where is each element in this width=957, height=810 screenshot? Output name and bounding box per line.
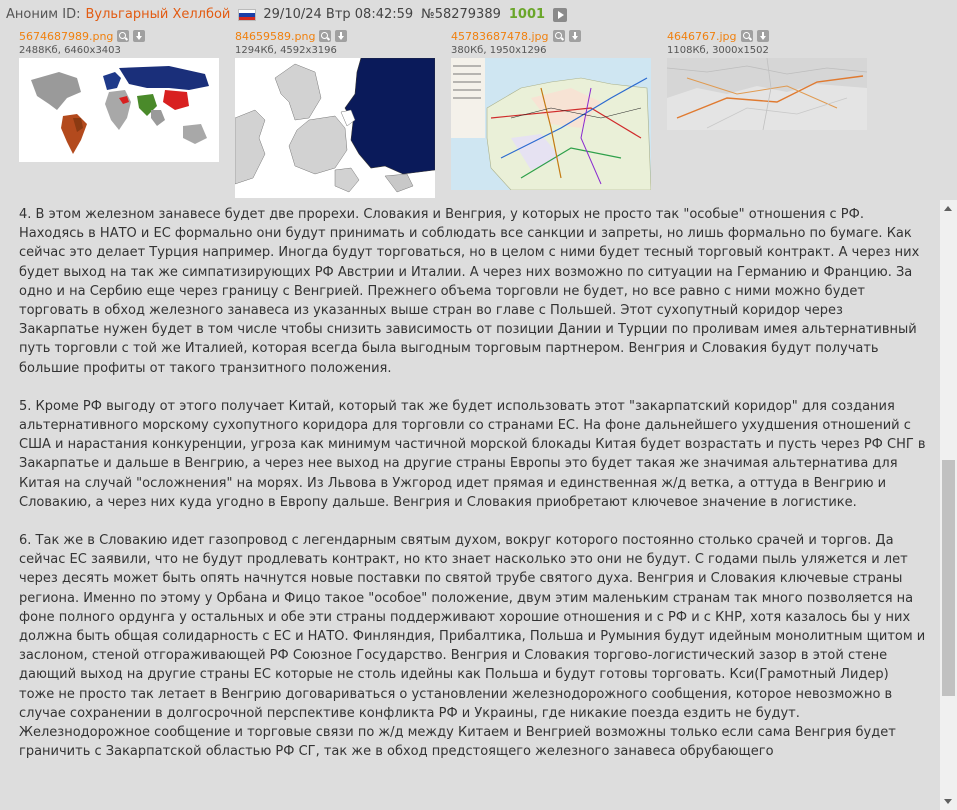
file-meta: 1294Кб, 4592x3196 bbox=[235, 45, 337, 56]
vertical-scrollbar[interactable] bbox=[940, 200, 957, 810]
file-name-link[interactable]: 84659589.png bbox=[235, 29, 316, 43]
search-icon[interactable] bbox=[319, 30, 331, 42]
file-meta: 1108Кб, 3000x1502 bbox=[667, 45, 769, 56]
file-meta: 2488Кб, 6460x3403 bbox=[19, 45, 121, 56]
reply-count: 1001 bbox=[508, 7, 546, 22]
anon-id-label: Аноним ID: bbox=[6, 7, 81, 22]
thumbnail-railway-map[interactable] bbox=[451, 58, 651, 190]
scroll-down-icon[interactable] bbox=[940, 793, 957, 810]
attachment-3 bbox=[451, 28, 651, 190]
file-name-link[interactable]: 45783687478.jpg bbox=[451, 29, 549, 43]
download-icon[interactable] bbox=[569, 30, 581, 42]
post-date: 29/10/24 Втр 08:42:59 bbox=[263, 7, 414, 22]
search-icon[interactable] bbox=[553, 30, 565, 42]
file-meta: 380Кб, 1950x1296 bbox=[451, 45, 547, 56]
download-icon[interactable] bbox=[757, 30, 769, 42]
russia-flag-icon bbox=[238, 9, 256, 21]
download-icon[interactable] bbox=[335, 30, 347, 42]
scroll-up-icon[interactable] bbox=[940, 200, 957, 217]
attachment-4 bbox=[667, 28, 867, 130]
post-number-link[interactable]: №58279389 bbox=[421, 7, 501, 22]
paragraph-4: 4. В этом железном занавесе будет две прорехи. Словакия и Венгрия, у которых не просто так "особые" отношения с РФ. Находясь в НАТО и ЕС формально они будут принимать и соблюдать все санкции и запреты, но лишь формально по бумаге. Как сейчас это делает Турция например. Иногда будут торговаться, но в целом с ними будет тесный торговый контракт. А через них будет выход на так же симпатизирующих РФ Австрии и Италии. А через них возможно по ситуации на Германию и Францию. За одно и на Сербию еще через границу с Венгрией. Прежнего объема торговли не будет, но все равно с ними можно будет торговать в обход железного занавеса из указанных выше стран во главе с Польшей. Этот сухопутный коридор через Закарпатье нужен будет в том числе чтобы снизить зависимость от позиции Дании и Турции по проливам имея альтернативный путь торговли с той же Италией, которая всегда была выгодным торговым партнером. Венгрия и Словакия будут получать большие профиты от такого транзитного положения. bbox=[19, 207, 920, 376]
download-icon[interactable] bbox=[133, 30, 145, 42]
file-name-link[interactable]: 5674687989.png bbox=[19, 29, 114, 43]
play-icon[interactable] bbox=[553, 8, 567, 22]
search-icon[interactable] bbox=[117, 30, 129, 42]
scrollbar-thumb[interactable] bbox=[942, 460, 955, 696]
search-icon[interactable] bbox=[741, 30, 753, 42]
thumbnail-route-map[interactable] bbox=[667, 58, 867, 130]
file-name-link[interactable]: 4646767.jpg bbox=[667, 29, 737, 43]
post-body bbox=[19, 205, 927, 780]
poster-name[interactable]: Вульгарный Хеллбой bbox=[85, 7, 231, 22]
attachment-1 bbox=[19, 28, 219, 162]
paragraph-5: 5. Кроме РФ выгоду от этого получает Китай, который так же будет использовать этот "закарпатский коридор" для создания альтернативного морскому сухопутного коридора для торговли со странами ЕС. На фоне дальнейшего ухудшения отношений с США и нарастания конкуренции, угроза как минимум частичной морской блокады Китая будет возрастать и пусть через РФ СНГ в Закарпатье и дальше в Венгрию, а через нее выход на другие страны Европы это будет такая же значимая альтернатива для Китая на случай "осложнения" на морях. Из Львова в Ужгород идет прямая и единственная ж/д ветка, а оттуда в Венгрию и Словакию, а через них куда угодно в Европу дальше. Венгрия и Словакия приобретают ключевое значение в логистике. bbox=[19, 398, 926, 510]
thumbnail-world-map[interactable] bbox=[19, 58, 219, 162]
attachment-2 bbox=[235, 28, 435, 198]
paragraph-6: 6. Так же в Словакию идет газопровод с легендарным святым духом, вокруг которого постоянно столько срачей и торгов. Да сейчас ЕС заявили, что не будут продлевать контракт, но кто знает насколько это они не будут. С годами пыль уляжется и лет через десять может быть опять начнутся новые поставки по святой трубе святого духа. Венгрия и Словакия ключевые страны региона. Именно по этому у Орбана и Фицо такое "особое" положение, двум этим маленьким странам так много позволяется на фоне полного ордунга у остальных и обе эти страны поддерживают хорошие отношения и с РФ и с КНР, хотя казалось бы у них должна быть общая солидарность с ЕС и НАТО. Финляндия, Прибалтика, Польша и Румыния будут идейным монолитным щитом и заслоном, стеной отгораживающей РФ Союзное Государство. Венгрия и Словакия торгово-логистический зазор в этой стене дающий выход на другие страны ЕС которые не столь идейны как Польша и будут готовы торговать. Кси(Грамотный Лидер) тоже не просто так летает в Венгрию договариваться о установлении железнодорожного сообщения, которое невозможно в случае сохранении в долгосрочной перспективе конфликта РФ и Украины, где никакие поезда ездить не будут. Железнодорожное сообщение и торговые связи по ж/д между Китаем и Венгрией возможны только если сама Венгрия будет граничить с Закарпатской областью РФ СГ, так же в обход предстоящего железного занавеса обрубающего bbox=[19, 533, 926, 760]
post-header bbox=[6, 6, 567, 24]
thumbnail-europe-map[interactable] bbox=[235, 58, 435, 198]
